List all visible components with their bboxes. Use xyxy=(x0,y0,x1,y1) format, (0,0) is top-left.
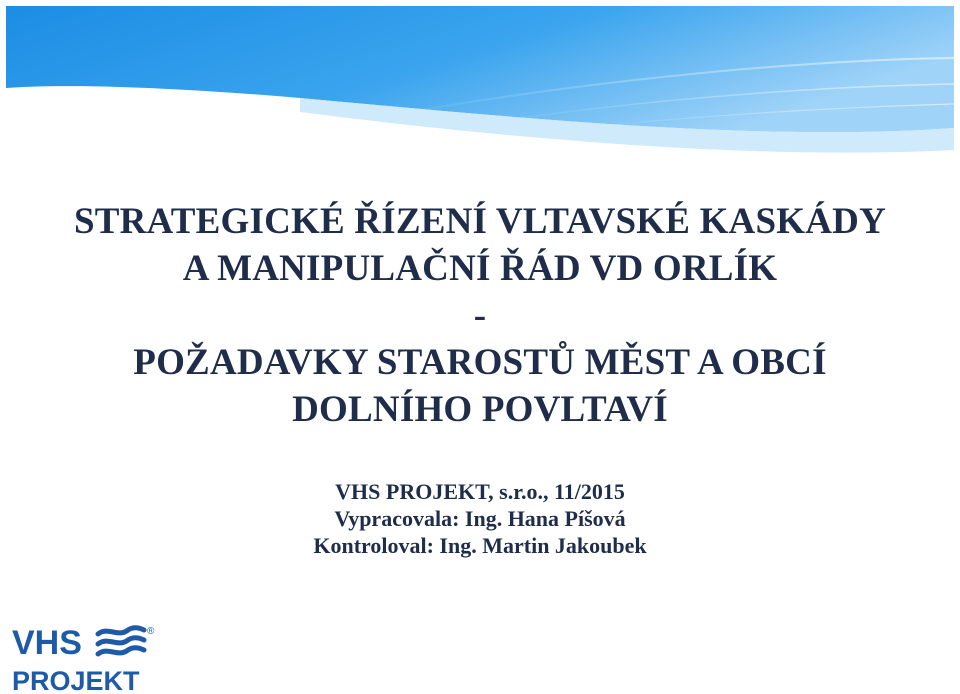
title-separator: - xyxy=(473,295,487,336)
credits-block xyxy=(0,478,960,559)
logo-vhs-text: VHS xyxy=(12,624,82,662)
vhs-projekt-logo xyxy=(10,620,160,694)
credit-reviewer: Kontroloval: Ing. Martin Jakoubek xyxy=(313,533,647,558)
title-line-1: STRATEGICKÉ ŘÍZENÍ VLTAVSKÉ KASKÁDY xyxy=(73,201,886,242)
title-line-2: A MANIPULAČNÍ ŘÁD VD ORLÍK xyxy=(182,248,778,289)
title-line-3: POŽADAVKY STAROSTŮ MĚST A OBCÍ xyxy=(133,342,827,383)
header-banner xyxy=(0,0,960,160)
credit-author: Vypracovala: Ing. Hana Píšová xyxy=(334,506,626,531)
credit-company-date: VHS PROJEKT, s.r.o., 11/2015 xyxy=(335,479,625,504)
logo-projekt-text: PROJEKT xyxy=(12,666,140,694)
logo-registered-mark: ® xyxy=(147,626,155,637)
title-line-4: DOLNÍHO POVLTAVÍ xyxy=(292,389,668,430)
slide-title xyxy=(0,198,960,433)
logo-wave-icon xyxy=(98,628,144,654)
